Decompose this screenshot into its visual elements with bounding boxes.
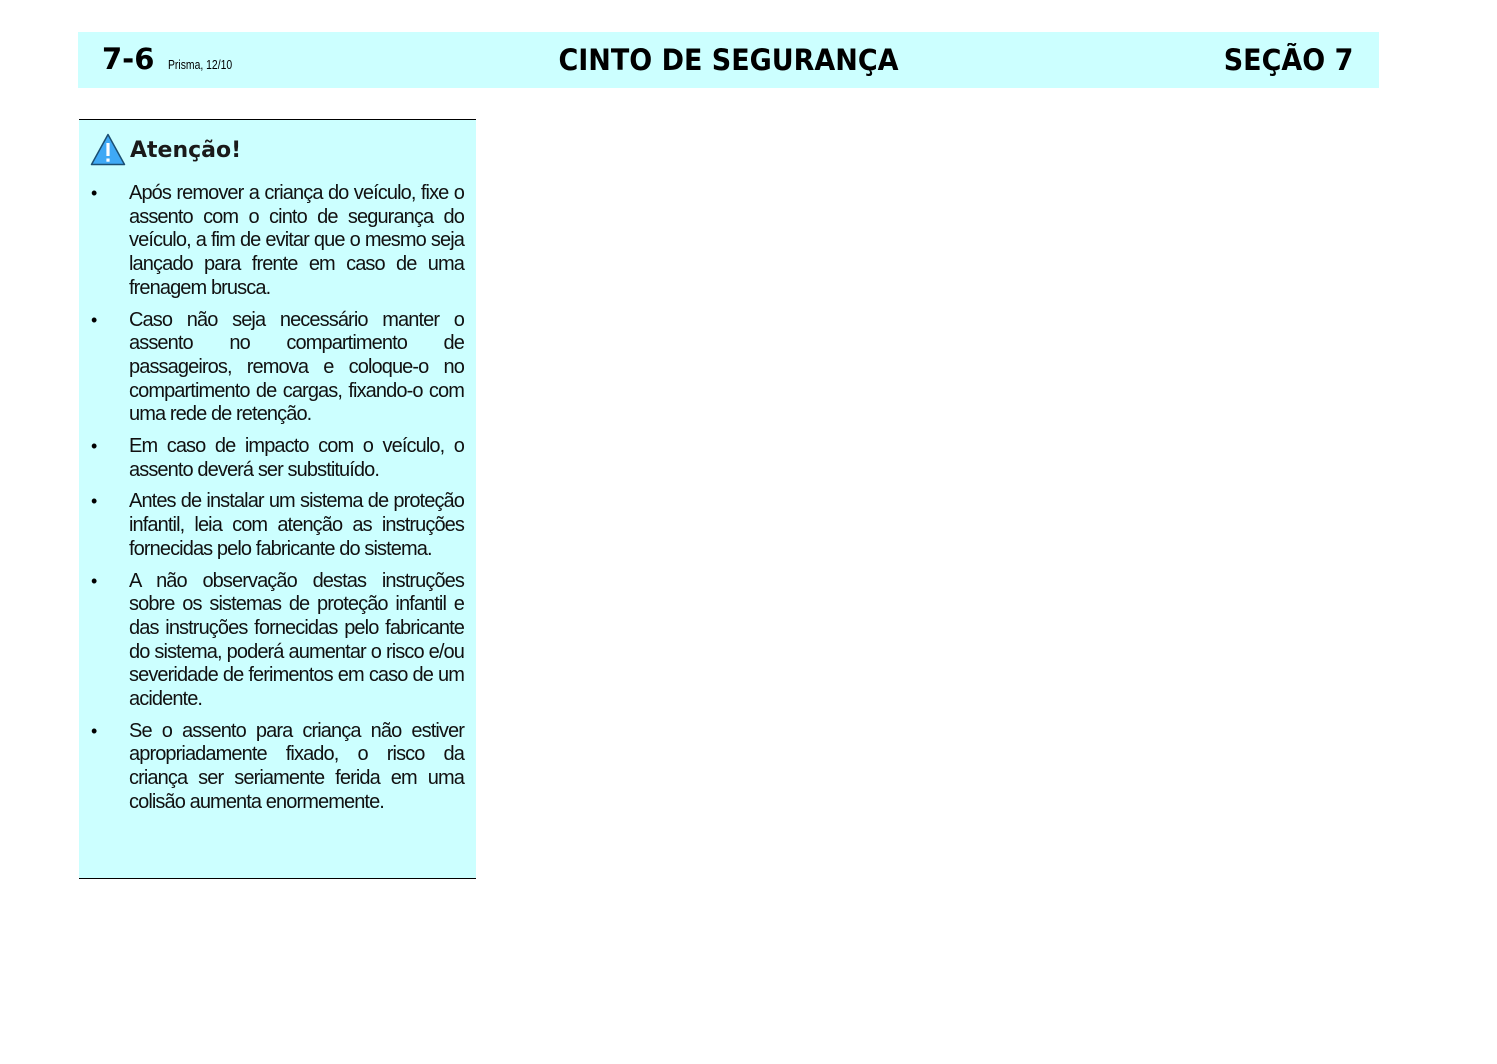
warning-heading: [90, 132, 241, 166]
section-title: CINTO DE SEGURANÇA: [558, 43, 899, 77]
page-number: 7-6: [102, 42, 155, 76]
list-item: [79, 309, 476, 428]
list-item: [79, 435, 476, 482]
warning-title: Atenção!: [130, 138, 242, 163]
bullet: •: [91, 491, 98, 512]
list-item: [79, 182, 476, 301]
list-item: [79, 720, 476, 815]
bullet: •: [91, 436, 98, 457]
list-item-text: Caso não seja necessário manter o assento no compartimento de passageiros, remova e coloque-o no compartimento de cargas, fixando-o com uma rede de retenção.: [129, 308, 464, 426]
list-item: [79, 570, 476, 712]
warning-box: [79, 119, 476, 879]
warning-list: [79, 182, 476, 823]
list-item-text: Em caso de impacto com o veículo, o assento deverá ser substituído.: [129, 435, 464, 481]
section-number: SEÇÃO 7: [1223, 43, 1353, 77]
bullet: •: [91, 183, 98, 203]
list-item-text: Após remover a criança do veículo, fixe o assento com o cinto de segurança do veículo, a fim de evitar que o mesmo seja lançado para frente em caso de uma frenagem brusca.: [129, 182, 464, 299]
edition-label: Prisma, 12/10: [168, 57, 233, 72]
bullet: •: [91, 720, 98, 741]
list-item-text: A não observação destas instruções sobre os sistemas de proteção infantil e das instruções fornecidas pelo fabricante do sistema, poderá aumentar o risco e/ou severidade de ferimentos em caso de um acidente.: [129, 569, 464, 711]
list-item: [79, 490, 476, 561]
page-header: [78, 32, 1379, 88]
bullet: •: [91, 570, 98, 591]
bullet: •: [91, 309, 98, 330]
list-item-text: Antes de instalar um sistema de proteção infantil, leia com atenção as instruções fornecidas pelo fabricante do sistema.: [129, 490, 464, 560]
list-item-text: Se o assento para criança não estiver apropriadamente fixado, o risco da criança ser seriamente ferida em uma colisão aumenta enormemente.: [129, 719, 464, 813]
warning-triangle-icon: [90, 133, 126, 166]
